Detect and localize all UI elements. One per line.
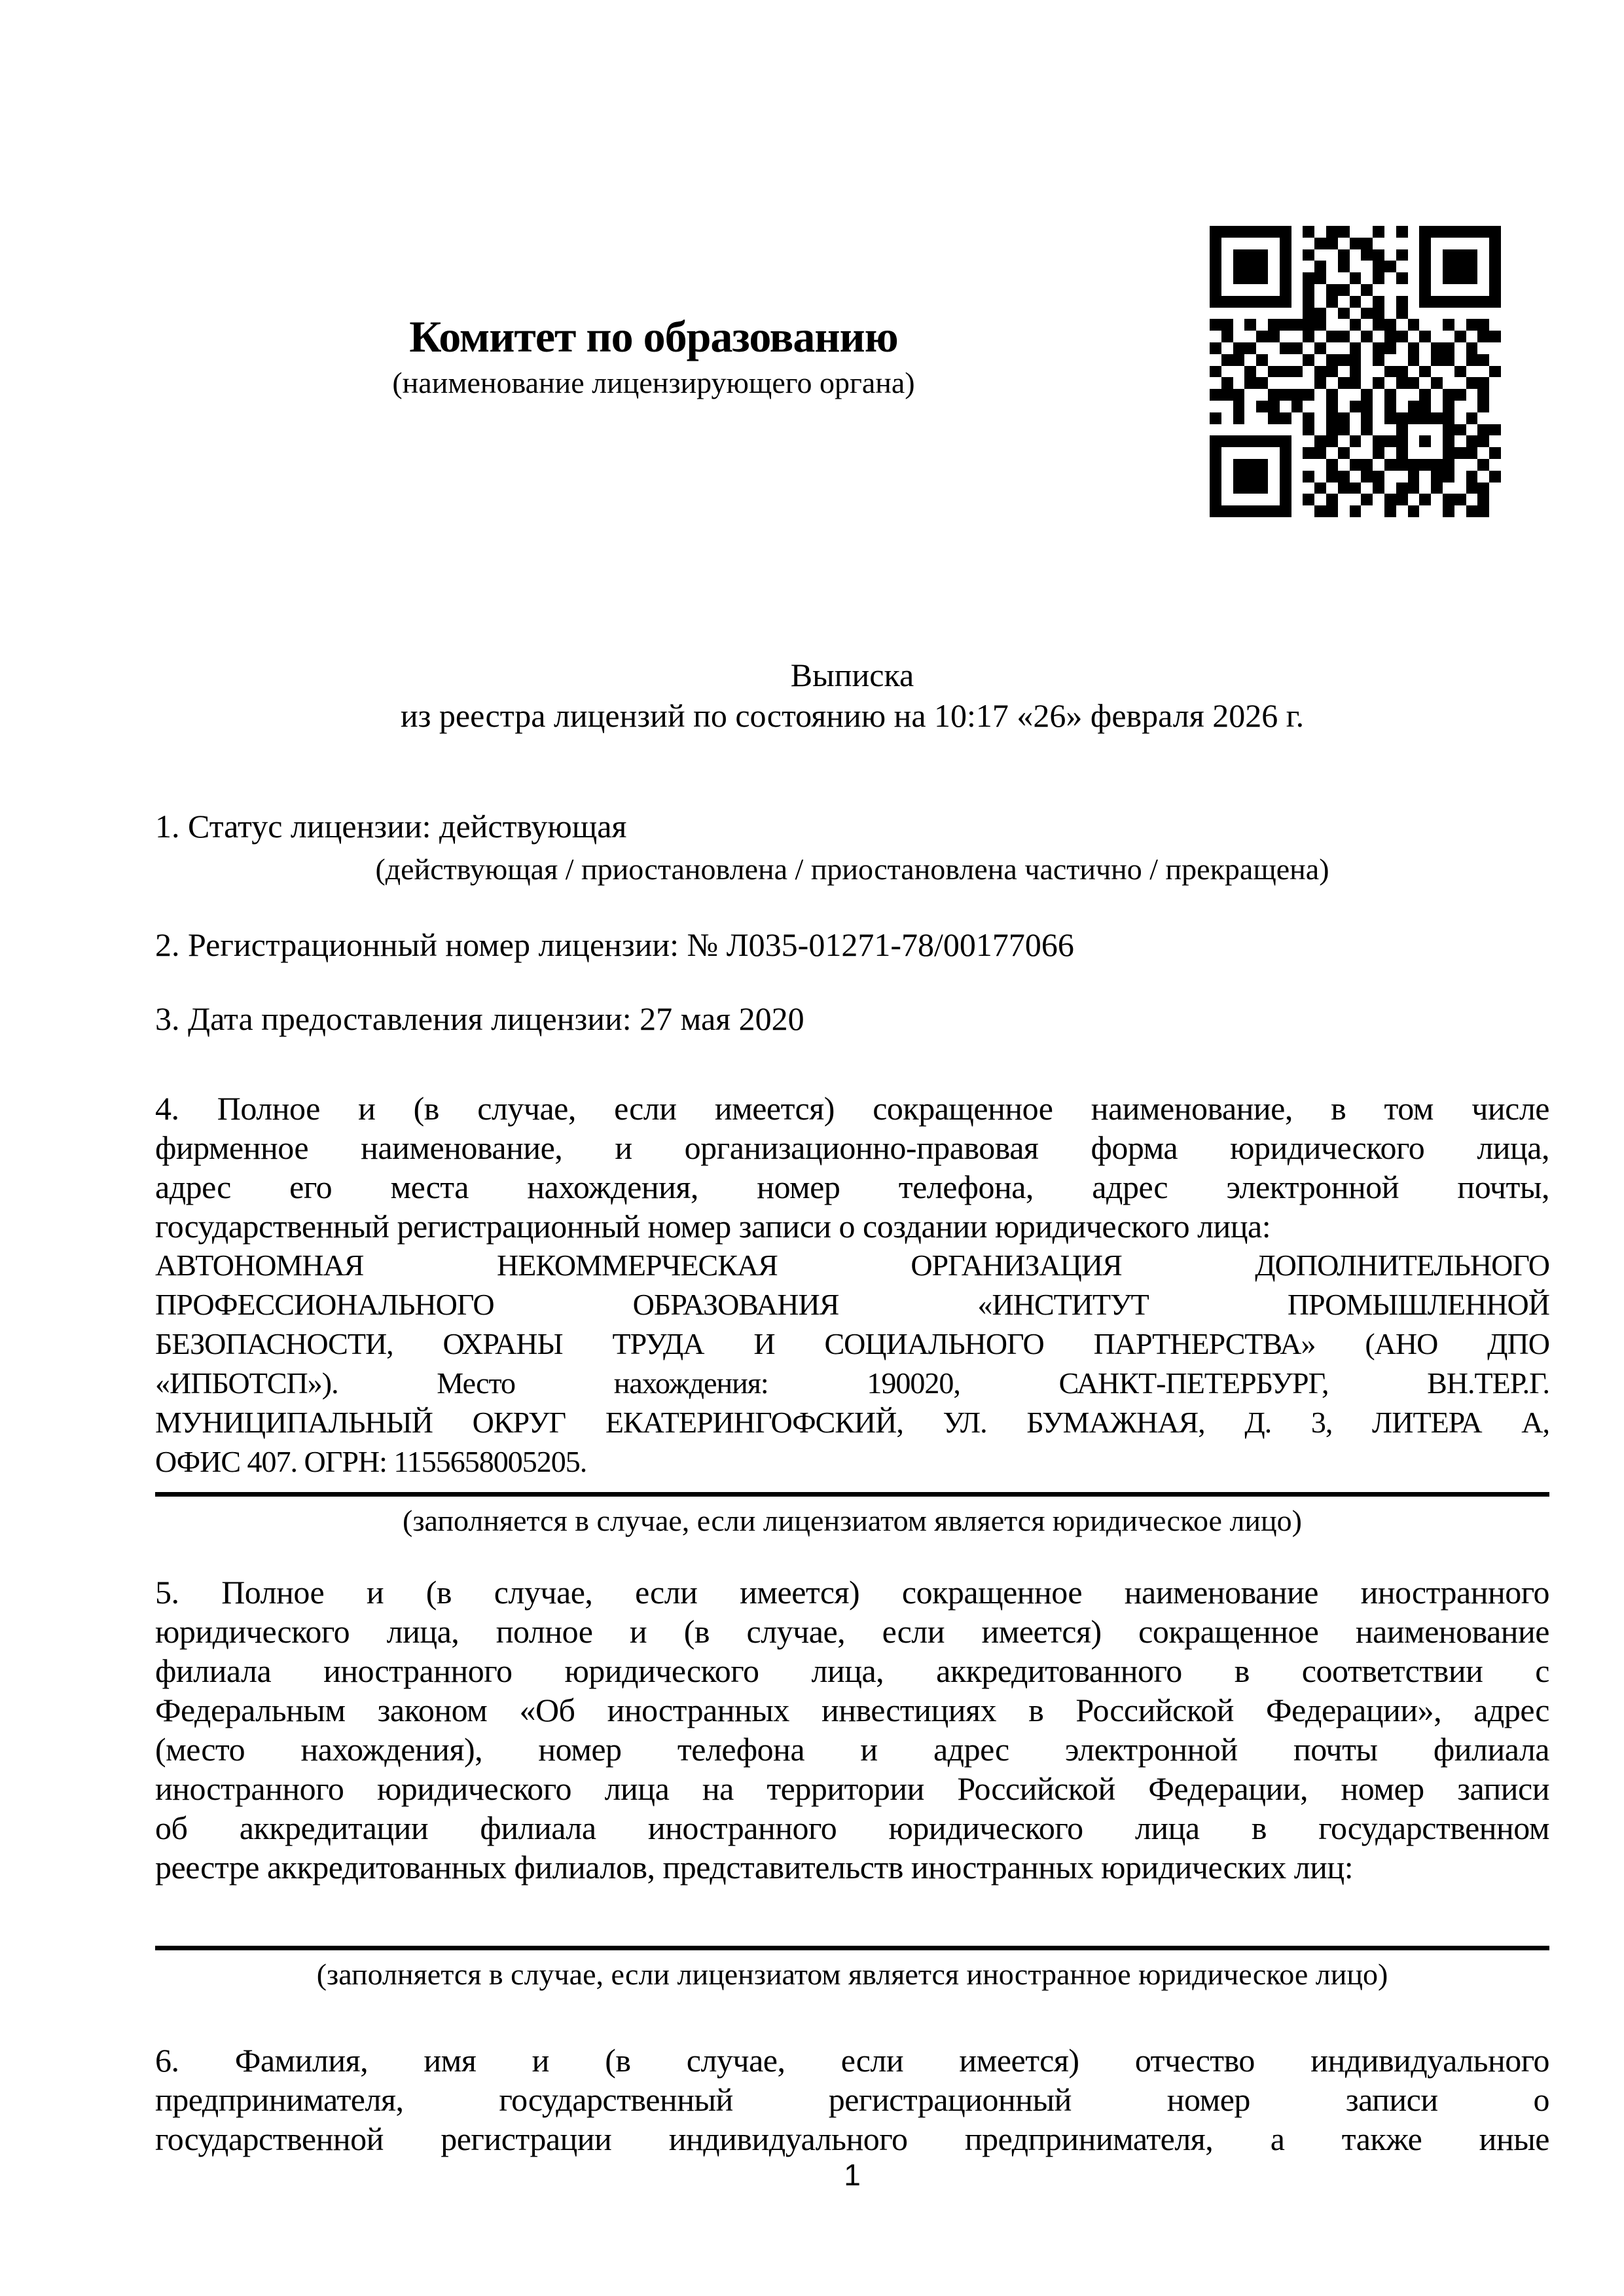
paragraph-line: 4. Полное и (в случае, если имеется) сокращенное наименование, в том числе [155,1090,1549,1127]
license-status-line: 1. Статус лицензии: действующая [155,808,627,845]
item4-organization-paragraph [155,1246,1549,1482]
paragraph-line: реестре аккредитованных филиалов, представительств иностранных юридических лиц: [155,1849,1354,1886]
licensing-authority-caption: (наименование лицензирующего органа) [392,366,915,399]
paragraph-line: иностранного юридического лица на территории Российской Федерации, номер записи [155,1770,1549,1807]
paragraph-line: государственный регистрационный номер записи о создании юридического лица: [155,1208,1271,1245]
foreign-entity-note: (заполняется в случае, если лицензиатом является иностранное юридическое лицо) [316,1958,1388,1991]
divider-line-2 [155,1946,1549,1950]
paragraph-line: государственной регистрации индивидуального предпринимателя, а также иные [155,2121,1549,2157]
page-number: 1 [844,2158,861,2192]
divider-line-1 [155,1492,1549,1497]
document-subtitle: из реестра лицензий по состоянию на 10:17 «26» февраля 2026 г. [400,697,1305,734]
item4-intro-paragraph [155,1089,1549,1246]
paragraph-line: 6. Фамилия, имя и (в случае, если имеется) отчество индивидуального [155,2042,1549,2079]
licensing-authority-name: Комитет по образованию [409,312,898,361]
paragraph-line: юридического лица, полное и (в случае, если имеется) сокращенное наименование [155,1613,1549,1650]
paragraph-line: предпринимателя, государственный регистрационный номер записи о [155,2081,1549,2118]
status-options-note: (действующая / приостановлена / приостановлена частично / прекращена) [375,852,1329,886]
paragraph-line: «ИПБОТСП»). Место нахождения: 190020, САНКТ-ПЕТЕРБУРГ, ВН.ТЕР.Г. [155,1366,1549,1400]
paragraph-line: Федеральным законом «Об иностранных инвестициях в Российской Федерации», адрес [155,1692,1549,1728]
licensing-authority-block [155,309,1152,402]
paragraph-line: адрес его места нахождения, номер телефона, адрес электронной почты, [155,1169,1549,1205]
paragraph-line: БЕЗОПАСНОСТИ, ОХРАНЫ ТРУДА И СОЦИАЛЬНОГО ПАРТНЕРСТВА» (АНО ДПО [155,1327,1549,1360]
document-title-block [155,655,1549,736]
registration-number-line: 2. Регистрационный номер лицензии: № Л035-01271-78/00177066 [155,926,1074,963]
paragraph-line: ОФИС 407. ОГРН: 1155658005205. [155,1445,587,1478]
item5-paragraph [155,1573,1549,1887]
paragraph-line: фирменное наименование, и организационно-правовая форма юридического лица, [155,1129,1549,1166]
document-content [155,0,1549,2296]
item6-paragraph [155,2041,1549,2159]
paragraph-line: МУНИЦИПАЛЬНЫЙ ОКРУГ ЕКАТЕРИНГОФСКИЙ, УЛ. БУМАЖНАЯ, Д. 3, ЛИТЕРА А, [155,1406,1549,1439]
grant-date-line: 3. Дата предоставления лицензии: 27 мая 2020 [155,1000,804,1037]
paragraph-line: АВТОНОМНАЯ НЕКОММЕРЧЕСКАЯ ОРГАНИЗАЦИЯ ДОПОЛНИТЕЛЬНОГО [155,1248,1549,1282]
paragraph-line: ПРОФЕССИОНАЛЬНОГО ОБРАЗОВАНИЯ «ИНСТИТУТ ПРОМЫШЛЕННОЙ [155,1288,1549,1321]
paragraph-line: филиала иностранного юридического лица, аккредитованного в соответствии с [155,1652,1549,1689]
document-title: Выписка [790,657,914,693]
paragraph-line: об аккредитации филиала иностранного юридического лица в государственном [155,1810,1549,1846]
paragraph-line: (место нахождения), номер телефона и адрес электронной почты филиала [155,1731,1549,1768]
paragraph-line: 5. Полное и (в случае, если имеется) сокращенное наименование иностранного [155,1574,1549,1611]
legal-entity-note: (заполняется в случае, если лицензиатом является юридическое лицо) [403,1504,1302,1537]
